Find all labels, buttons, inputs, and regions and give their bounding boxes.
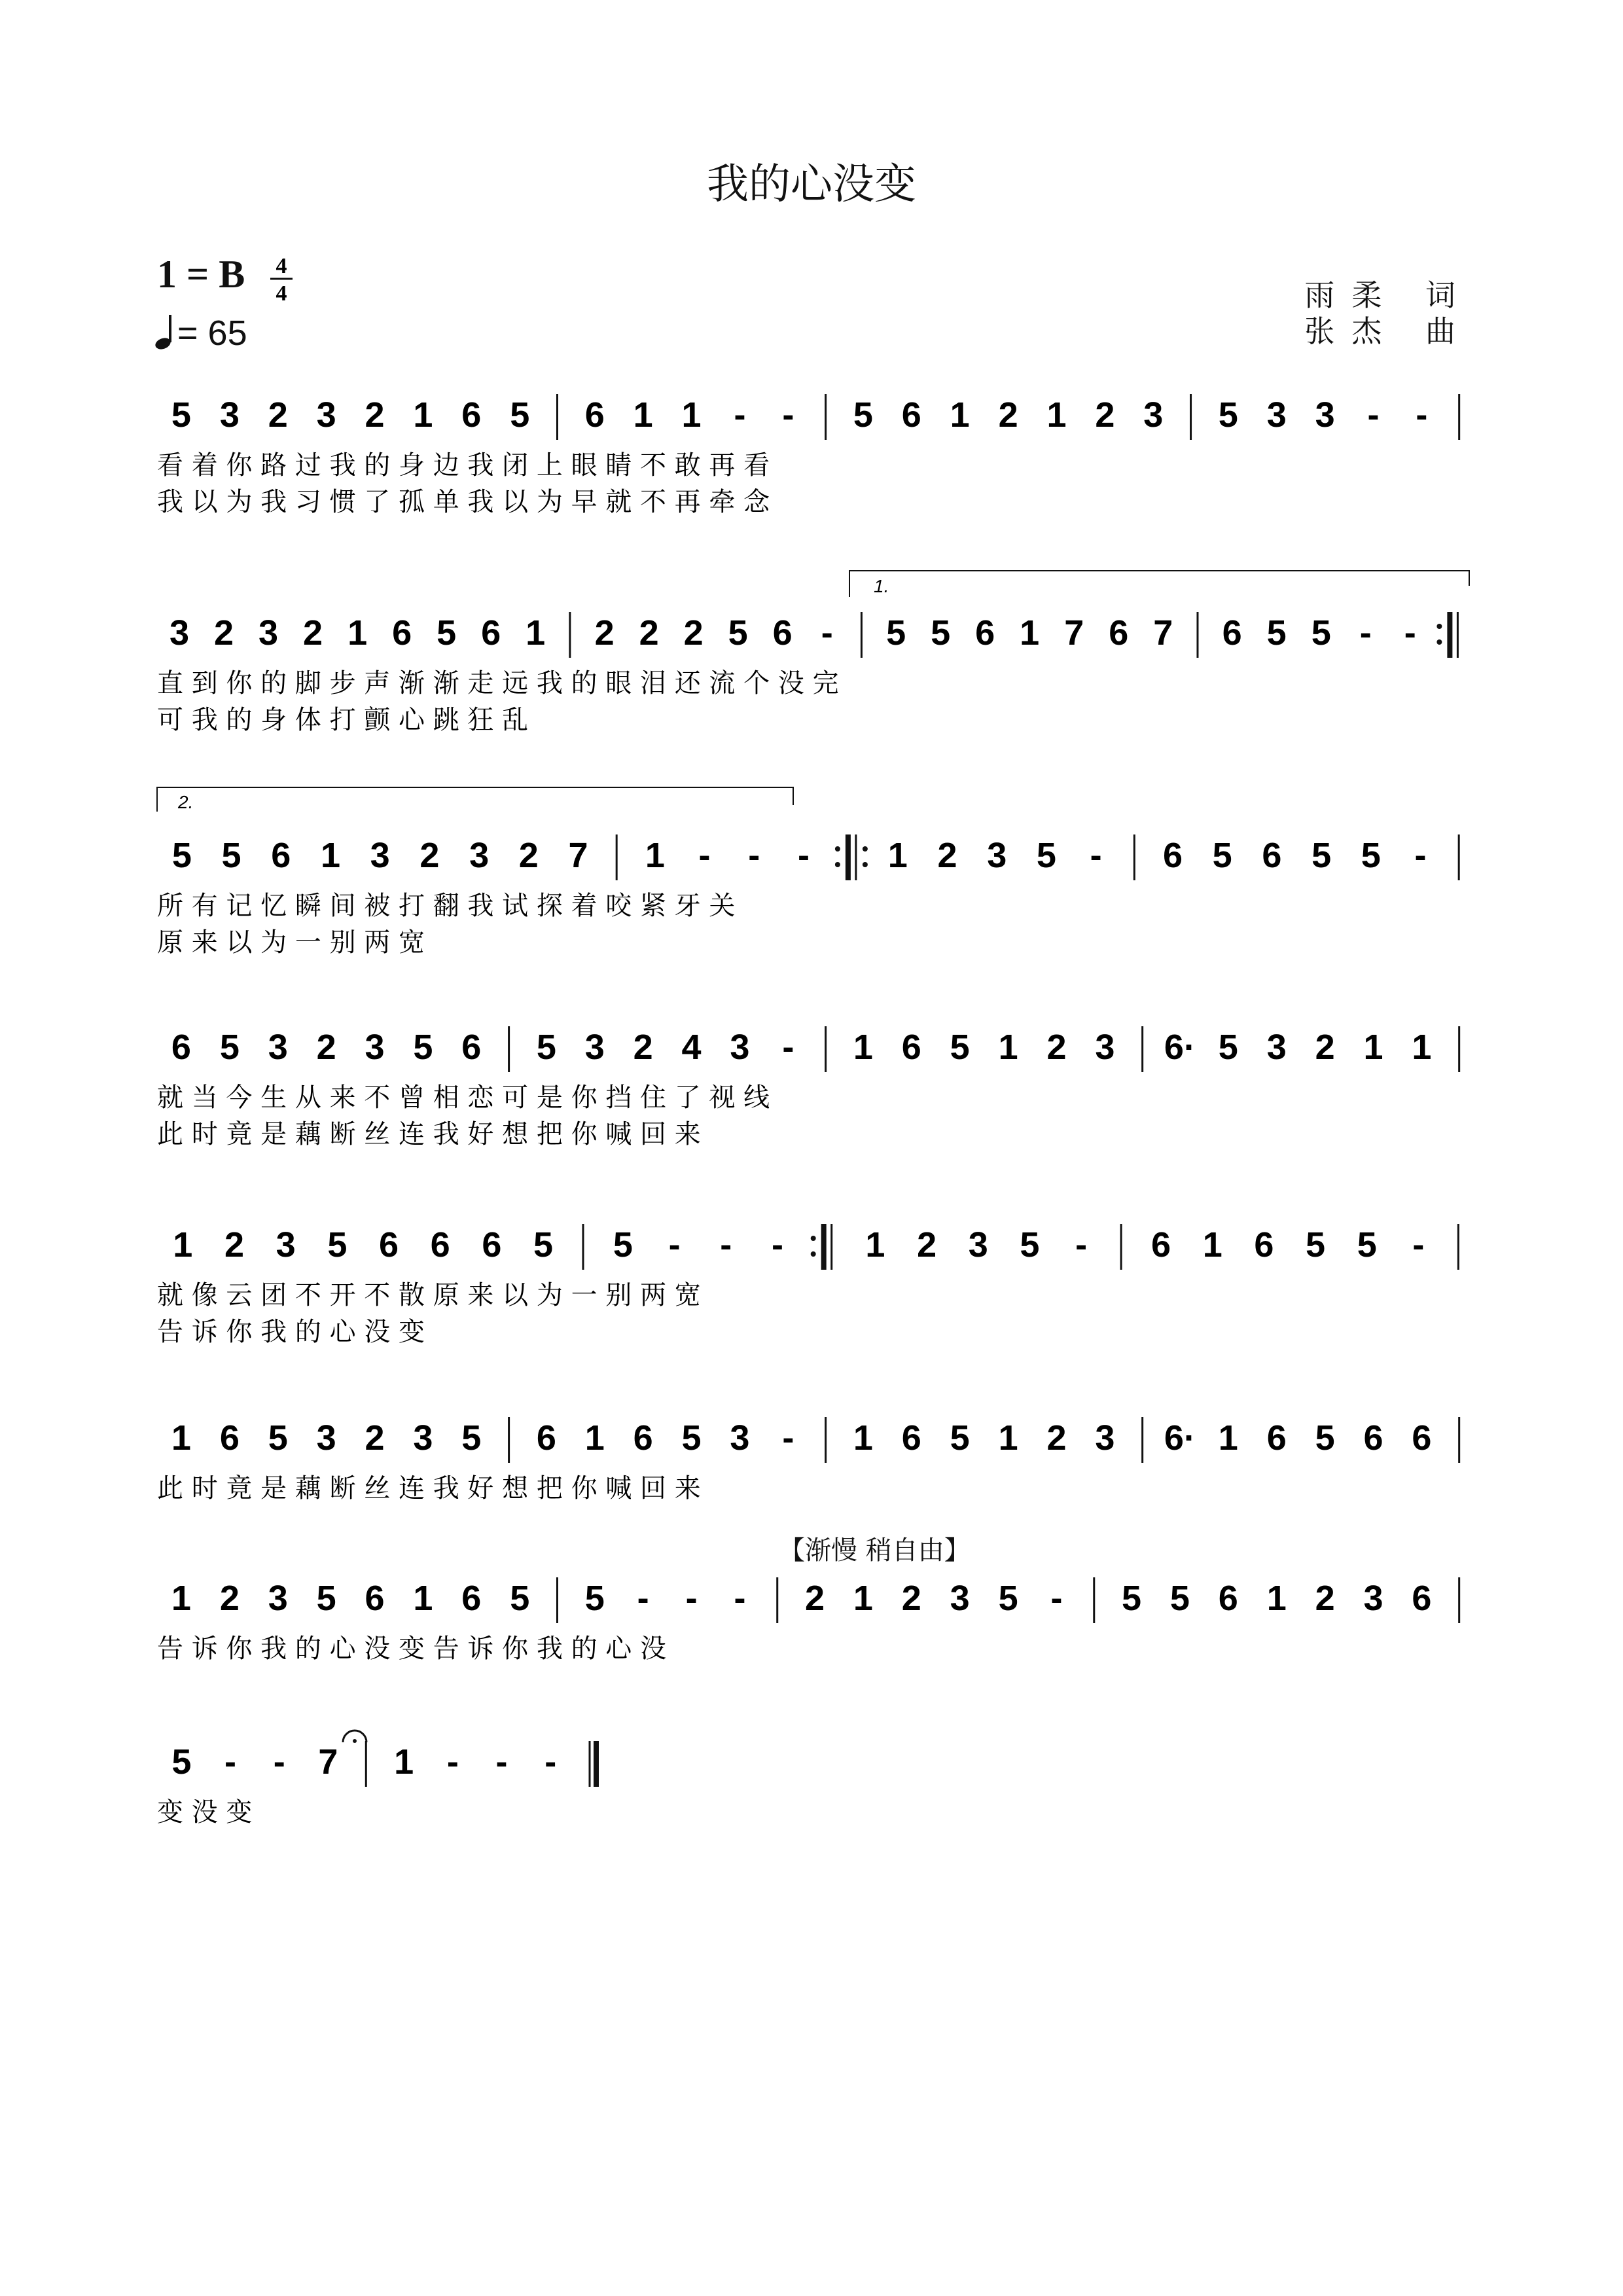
note: 5 <box>1122 1579 1142 1618</box>
note: 1 <box>526 613 546 653</box>
note: 6 <box>378 1225 399 1265</box>
note: 5 <box>1266 613 1287 653</box>
note: 6 <box>481 613 501 653</box>
repeat-barline <box>835 834 868 880</box>
dash-note: - <box>685 1579 698 1618</box>
note: 6 <box>1262 836 1282 875</box>
note: 2 <box>224 1225 245 1265</box>
note: 1 <box>887 836 908 875</box>
note: 6 <box>1109 613 1129 653</box>
note: 3 <box>950 1579 970 1618</box>
note: 2 <box>683 613 704 653</box>
lyric-line: 告 诉 你 我 的 心 没 变 告 诉 你 我 的 心 没 <box>157 1634 667 1664</box>
note: 1 <box>853 1579 873 1618</box>
staff-system <box>157 1417 1459 1503</box>
note: 6 <box>584 395 605 435</box>
note: 3 <box>469 836 490 875</box>
dash-note: - <box>1090 836 1102 875</box>
volta-2 <box>157 787 793 812</box>
note: 6 <box>1222 613 1242 653</box>
page-title: 我的心没变 <box>707 160 916 209</box>
note: 6 <box>536 1418 556 1458</box>
note: 3 <box>1095 1418 1115 1458</box>
note: 3 <box>316 395 336 435</box>
note: 5 <box>950 1028 970 1067</box>
staff-system <box>157 1741 596 1827</box>
note: 1 <box>394 1742 414 1782</box>
svg-text:1.: 1. <box>874 576 889 596</box>
note: 2 <box>1046 1028 1067 1067</box>
note: 3 <box>584 1028 605 1067</box>
note: 2 <box>639 613 659 653</box>
note: 5 <box>584 1579 605 1618</box>
note: 7 <box>568 836 588 875</box>
repeat-barline <box>1436 612 1457 658</box>
lyric-line: 就 像 云 团 不 开 不 散 原 来 以 为 一 别 两 宽 <box>157 1280 701 1310</box>
note: 6 <box>1218 1579 1238 1618</box>
note: 5 <box>171 836 192 875</box>
note: 2 <box>419 836 440 875</box>
note: 6 <box>772 613 793 653</box>
note: 5 <box>510 395 530 435</box>
note: 5 <box>998 1579 1018 1618</box>
note: 2 <box>365 395 385 435</box>
lyric-line: 变 没 变 <box>157 1797 253 1827</box>
note: 7 <box>1153 613 1173 653</box>
note: 6 <box>365 1579 385 1618</box>
note: 4 <box>681 1028 702 1067</box>
note: 1 <box>413 395 433 435</box>
key-signature-text: 1 = B <box>157 253 245 296</box>
note: 3 <box>413 1418 433 1458</box>
note: 1 <box>633 395 653 435</box>
note: 3 <box>730 1028 750 1067</box>
note: 1 <box>853 1418 873 1458</box>
dash-note: - <box>668 1225 681 1265</box>
note: 1 <box>171 1418 191 1458</box>
note: 1 <box>320 836 340 875</box>
lyricist-credit: 雨柔 词 <box>1304 278 1472 313</box>
dash-note: - <box>782 1418 794 1458</box>
note: 5 <box>1357 1225 1377 1265</box>
note: 6 <box>461 1579 482 1618</box>
note: 5 <box>327 1225 348 1265</box>
note: 5 <box>221 836 241 875</box>
note: 2 <box>1315 1579 1335 1618</box>
dash-note: - <box>771 1225 783 1265</box>
note: 5 <box>613 1225 633 1265</box>
note: 3 <box>268 1579 288 1618</box>
staff-system <box>157 1026 1459 1149</box>
note: 5 <box>268 1418 288 1458</box>
note: 6· <box>1164 1418 1196 1458</box>
note: 1 <box>348 613 368 653</box>
staff-system <box>157 394 1459 517</box>
note: 5 <box>931 613 951 653</box>
note: 6 <box>1412 1579 1432 1618</box>
note: 1 <box>413 1579 433 1618</box>
note: 6 <box>1151 1225 1171 1265</box>
note: 3 <box>1266 1028 1287 1067</box>
note: 1 <box>1020 613 1040 653</box>
note: 3 <box>1095 1028 1115 1067</box>
note: 2 <box>998 395 1018 435</box>
note: 6 <box>461 1028 482 1067</box>
expression-marking: 【渐慢 稍自由】 <box>779 1535 971 1566</box>
note: 6 <box>901 1028 921 1067</box>
lyric-line: 告 诉 你 我 的 心 没 变 <box>157 1317 425 1347</box>
note: 6 <box>1162 836 1183 875</box>
note: 2 <box>594 613 615 653</box>
note: 6 <box>461 395 482 435</box>
dash-note: - <box>495 1742 508 1782</box>
dash-note: - <box>224 1742 237 1782</box>
note: 1 <box>1363 1028 1383 1067</box>
note: 1 <box>645 836 665 875</box>
note: 1 <box>1046 395 1067 435</box>
note: 6 <box>430 1225 450 1265</box>
note: 6 <box>1266 1418 1287 1458</box>
note: 2 <box>937 836 957 875</box>
note: 1 <box>950 395 970 435</box>
note: 5 <box>413 1028 433 1067</box>
note: 1 <box>173 1225 193 1265</box>
note: 6 <box>482 1225 502 1265</box>
note: 1 <box>1266 1579 1287 1618</box>
lyric-line: 看 着 你 路 过 我 的 身 边 我 闭 上 眼 睛 不 敢 再 看 <box>157 450 770 480</box>
dash-note: - <box>797 836 810 875</box>
note: 2 <box>917 1225 937 1265</box>
dash-note: - <box>446 1742 459 1782</box>
note: 5 <box>1212 836 1232 875</box>
note: 3 <box>316 1418 336 1458</box>
lyric-line: 可 我 的 身 体 打 颤 心 跳 狂 乱 <box>157 705 529 735</box>
note: 2 <box>1095 395 1115 435</box>
note: 3 <box>268 1028 288 1067</box>
note: 3 <box>169 613 190 653</box>
note: 2 <box>633 1028 653 1067</box>
note: 5 <box>1036 836 1056 875</box>
note: 5 <box>1169 1579 1190 1618</box>
note: 5 <box>316 1579 336 1618</box>
note: 5 <box>728 613 748 653</box>
time-signature-bottom: 4 <box>276 281 287 304</box>
note: 1 <box>681 395 702 435</box>
dash-note: - <box>1412 1225 1425 1265</box>
lyric-line: 此 时 竟 是 藕 断 丝 连 我 好 想 把 你 喊 回 来 <box>157 1473 701 1503</box>
note: 2 <box>268 395 288 435</box>
note: 6· <box>1164 1028 1196 1067</box>
volta-1 <box>849 571 1469 597</box>
note: 1 <box>998 1028 1018 1067</box>
note: 2 <box>901 1579 921 1618</box>
note: 6 <box>1254 1225 1274 1265</box>
note: 6 <box>901 395 921 435</box>
note: 3 <box>1266 395 1287 435</box>
note: 2 <box>219 1579 240 1618</box>
note: 5 <box>461 1418 482 1458</box>
dash-note: - <box>1416 395 1428 435</box>
note: 2 <box>214 613 234 653</box>
note: 1 <box>998 1418 1018 1458</box>
note: 7 <box>318 1742 338 1782</box>
lyric-line: 此 时 竟 是 藕 断 丝 连 我 好 想 把 你 喊 回 来 <box>157 1119 701 1149</box>
note: 3 <box>1143 395 1164 435</box>
dash-note: - <box>698 836 711 875</box>
note: 5 <box>950 1418 970 1458</box>
note: 5 <box>1311 613 1331 653</box>
composer-credit: 张杰 曲 <box>1304 314 1472 349</box>
dash-note: - <box>782 395 794 435</box>
note: 5 <box>886 613 906 653</box>
dash-note: - <box>1367 395 1380 435</box>
fermata-icon <box>343 1731 366 1743</box>
dash-note: - <box>734 1579 746 1618</box>
note: 6 <box>219 1418 240 1458</box>
staff-system <box>157 1577 1459 1664</box>
svg-text:2.: 2. <box>178 792 194 812</box>
note: 5 <box>437 613 457 653</box>
note: 3 <box>987 836 1007 875</box>
tempo-value: = 65 <box>177 314 247 353</box>
note: 1 <box>865 1225 885 1265</box>
repeat-barline <box>811 1224 832 1270</box>
note: 5 <box>1218 1028 1238 1067</box>
note: 5 <box>853 395 873 435</box>
lyric-line: 就 当 今 生 从 来 不 曾 相 恋 可 是 你 挡 住 了 视 线 <box>157 1083 770 1113</box>
note: 5 <box>1020 1225 1040 1265</box>
dash-note: - <box>637 1579 649 1618</box>
note: 6 <box>392 613 412 653</box>
note: 3 <box>1315 395 1335 435</box>
note: 3 <box>968 1225 988 1265</box>
dash-note: - <box>273 1742 285 1782</box>
dash-note: - <box>1404 613 1416 653</box>
note: 3 <box>370 836 390 875</box>
note: 2 <box>804 1579 825 1618</box>
lyric-line: 直 到 你 的 脚 步 声 渐 渐 走 远 我 的 眼 泪 还 流 个 没 完 <box>157 668 839 698</box>
note: 5 <box>681 1418 702 1458</box>
note: 3 <box>276 1225 296 1265</box>
dash-note: - <box>821 613 833 653</box>
note: 5 <box>533 1225 554 1265</box>
note: 3 <box>365 1028 385 1067</box>
note: 2 <box>1046 1418 1067 1458</box>
dash-note: - <box>734 395 746 435</box>
note: 5 <box>171 1742 192 1782</box>
note: 6 <box>901 1418 921 1458</box>
staff-system <box>157 612 1457 735</box>
dash-note: - <box>1414 836 1427 875</box>
note: 2 <box>1315 1028 1335 1067</box>
note: 6 <box>1363 1418 1383 1458</box>
note: 7 <box>1064 613 1084 653</box>
note: 5 <box>219 1028 240 1067</box>
note: 6 <box>171 1028 191 1067</box>
dash-note: - <box>1050 1579 1063 1618</box>
note: 6 <box>271 836 291 875</box>
staff-system <box>157 834 1459 958</box>
note: 3 <box>1363 1579 1383 1618</box>
note: 1 <box>853 1028 873 1067</box>
note: 1 <box>1202 1225 1222 1265</box>
dash-note: - <box>1359 613 1372 653</box>
dash-note: - <box>782 1028 794 1067</box>
dash-note: - <box>748 836 760 875</box>
note: 1 <box>171 1579 191 1618</box>
note: 3 <box>730 1418 750 1458</box>
note: 5 <box>536 1028 556 1067</box>
note: 5 <box>1306 1225 1326 1265</box>
note: 1 <box>1218 1418 1238 1458</box>
lyric-line: 我 以 为 我 习 惯 了 孤 单 我 以 为 早 就 不 再 牵 念 <box>157 487 770 517</box>
note: 6 <box>1412 1418 1432 1458</box>
note: 3 <box>259 613 279 653</box>
note: 5 <box>1218 395 1238 435</box>
note: 6 <box>975 613 995 653</box>
lyric-line: 所 有 记 忆 瞬 间 被 打 翻 我 试 探 着 咬 紧 牙 关 <box>157 891 736 921</box>
note: 1 <box>1412 1028 1432 1067</box>
note: 2 <box>518 836 539 875</box>
dash-note: - <box>720 1225 732 1265</box>
note: 1 <box>584 1418 605 1458</box>
note: 5 <box>1361 836 1381 875</box>
note: 2 <box>303 613 323 653</box>
dash-note: - <box>544 1742 557 1782</box>
note: 6 <box>633 1418 653 1458</box>
note: 5 <box>1311 836 1332 875</box>
staff-system <box>157 1224 1458 1347</box>
dash-note: - <box>1075 1225 1088 1265</box>
note: 2 <box>365 1418 385 1458</box>
note: 2 <box>316 1028 336 1067</box>
time-signature-top: 4 <box>276 254 287 278</box>
note: 5 <box>510 1579 530 1618</box>
note: 5 <box>171 395 191 435</box>
lyric-line: 原 来 以 为 一 别 两 宽 <box>157 927 425 958</box>
note: 5 <box>1315 1418 1335 1458</box>
note: 3 <box>219 395 240 435</box>
